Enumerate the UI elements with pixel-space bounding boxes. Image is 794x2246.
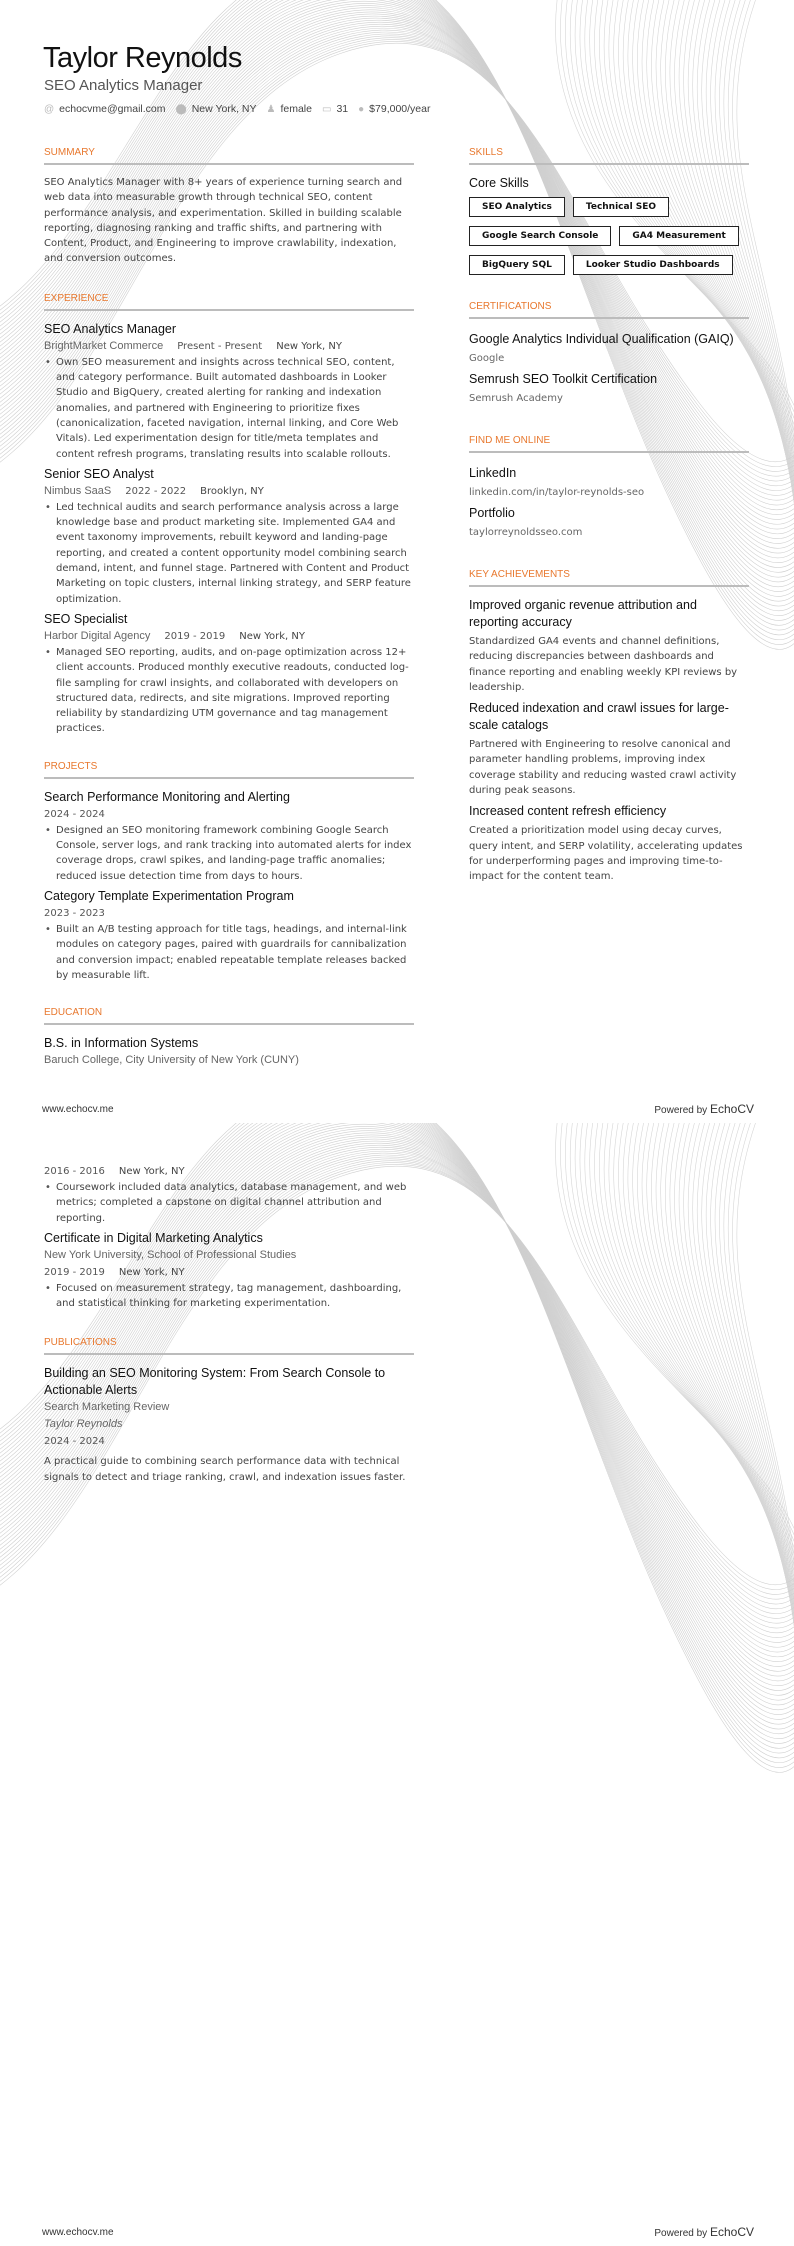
wave-line — [693, 1123, 794, 1775]
footer-site-link[interactable]: www.echocv.me — [42, 1104, 114, 1115]
wave-line — [661, 1123, 794, 1719]
bullet-item: • Designed an SEO monitoring framework combining Google Search Console, server logs, and rank tracking into automated alerts for index coverage drops, crawl spikes, and landing-page traffic anomalies; reduced issue detection time from days to hours. — [44, 823, 414, 884]
education-section — [44, 1007, 414, 1069]
wave-line — [609, 1123, 794, 1631]
bullet-item: • Managed SEO reporting, audits, and on-page optimization across 12+ client accounts. Produced monthly executive readouts, conducted log-file sampling for crawl insights, and collaborated with developers on structured data, redirects, and site migrations. Improved reporting reliability by standardizing UTM governance and tag management practices. — [44, 645, 414, 737]
section-heading: EXPERIENCE — [44, 293, 414, 311]
online-label: LinkedIn — [469, 466, 517, 480]
project-title: Category Template Experimentation Program — [44, 888, 294, 903]
wave-line — [724, 1123, 794, 1831]
section-heading: KEY ACHIEVEMENTS — [469, 569, 749, 587]
education-school: New York University, School of Professional Studies — [44, 1248, 297, 1261]
summary-text: SEO Analytics Manager with 8+ years of experience turning search and web data into measurable growth through technical SEO, content performance analysis, and experimentation. Skilled in building scalable reporting, diagnosing ranking and traffic shifts, and partnering with Content, Product, and Engineering to improve crawlability, indexation, and conversion outcomes. — [44, 177, 403, 265]
person-icon: ♟ — [266, 104, 276, 115]
wave-line — [684, 1123, 794, 1759]
certification-name: Google Analytics Individual Qualification (GAIQ) — [469, 332, 734, 346]
achievement-title: Increased content refresh efficiency — [469, 804, 667, 819]
education-dates: 2019 - 2019 — [44, 1266, 105, 1278]
job-dates: 2019 - 2019 — [164, 630, 226, 642]
job-location: New York, NY — [239, 630, 306, 642]
skill-tag: Google Search Console — [469, 226, 611, 246]
education-location: New York, NY — [118, 1266, 185, 1278]
bullet-list — [44, 922, 414, 983]
wave-line — [580, 1123, 794, 1583]
wave-line — [737, 1123, 794, 1855]
section-heading: PROJECTS — [44, 761, 414, 779]
education-degree: Certificate in Digital Marketing Analytics — [44, 1230, 263, 1245]
wave-line — [633, 1123, 794, 1671]
publication-title: Building an SEO Monitoring System: From Search Console to Actionable Alerts — [44, 1366, 386, 1398]
certification-issuer: Semrush Academy — [469, 393, 563, 404]
bullet-list — [44, 823, 414, 884]
achievement-title: Improved organic revenue attribution and reporting accuracy — [469, 598, 697, 629]
experience-section — [44, 293, 414, 737]
footer-powered-by[interactable]: Powered by EchoCV — [654, 2225, 754, 2239]
job-title: SEO Analytics Manager — [44, 321, 177, 336]
wave-line — [628, 1123, 794, 1663]
wave-line — [647, 1123, 794, 1695]
wave-line — [585, 1123, 794, 1591]
education-bullet: • Coursework included data analytics, database management, and web metrics; completed a capstone on digital channel attribution and reporting. — [44, 1180, 414, 1226]
wave-line — [733, 1123, 794, 1847]
publications-section — [44, 1337, 414, 1485]
summary-section — [44, 147, 414, 267]
education-degree: B.S. in Information Systems — [44, 1036, 199, 1051]
skill-tag: Technical SEO — [573, 197, 669, 217]
skill-tag: Looker Studio Dashboards — [573, 255, 733, 275]
achievement-text: Created a prioritization model using decay curves, query intent, and SERP volatility, accelerating updates for underperforming pages and improving time-to-impact for the content team. — [469, 825, 743, 883]
contact-gender: ♟ female — [266, 103, 312, 115]
job-location: New York, NY — [276, 340, 342, 352]
echocv-logo: EchoCV — [709, 2225, 754, 2239]
project-title: Search Performance Monitoring and Alerting — [44, 789, 290, 804]
wave-line — [706, 1123, 794, 1799]
right-column — [469, 147, 749, 911]
footer-site-link[interactable]: www.echocv.me — [42, 2227, 114, 2238]
skill-tag: BigQuery SQL — [469, 255, 565, 275]
at-icon: @ — [44, 104, 55, 115]
contact-info — [44, 103, 430, 115]
publication-dates: 2024 - 2024 — [44, 1436, 105, 1448]
wave-line — [556, 1123, 794, 1543]
company-name: Nimbus SaaS — [44, 484, 112, 497]
left-column — [44, 147, 414, 1095]
wave-line — [728, 1123, 794, 1839]
job-dates: 2022 - 2022 — [125, 485, 187, 497]
education-dates: 2016 - 2016 — [44, 1166, 105, 1177]
location-pin-icon: ⬤ — [175, 104, 187, 115]
skill-tag: GA4 Measurement — [619, 226, 738, 246]
experience-entry — [44, 466, 414, 607]
wave-line — [594, 1123, 794, 1607]
online-link[interactable]: linkedin.com/in/taylor-reynolds-seo — [469, 487, 645, 498]
contact-salary: ● $79,000/year — [358, 103, 431, 115]
bullet-list — [44, 645, 414, 737]
footer-powered-by[interactable]: Powered by EchoCV — [654, 1102, 754, 1116]
bullet-item: • Led technical audits and search performance analysis across a large knowledge base and product marketing site. Implemented GA4 and event taxonomy improvements, rebuilt keyword and landing-page reporting, and created a content opportunity model combining search demand, intent, and funnel stage. Partnered with Content and Product Marketing on topic clusters, internal linking strategy, and SERP feature optimization. — [44, 500, 414, 607]
wave-line — [614, 1123, 794, 1639]
company-name: BrightMarket Commerce — [44, 339, 164, 352]
wave-line — [575, 1123, 794, 1575]
section-heading: FIND ME ONLINE — [469, 435, 749, 453]
wave-line — [618, 1123, 794, 1647]
certifications-section — [469, 301, 749, 409]
job-dates: Present - Present — [177, 340, 263, 352]
wave-line — [599, 1123, 794, 1615]
wave-line — [560, 1123, 794, 1551]
job-title: Senior SEO Analyst — [44, 466, 154, 481]
wave-line — [674, 1123, 794, 1743]
education-bullet: • Focused on measurement strategy, tag management, dashboarding, and statistical thinking for marketing experimentation. — [44, 1281, 414, 1312]
section-heading: PUBLICATIONS — [44, 1337, 414, 1355]
skills-section — [469, 147, 749, 275]
project-meta — [44, 905, 414, 922]
section-heading: SUMMARY — [44, 147, 414, 165]
experience-entry — [44, 611, 414, 737]
wave-line — [570, 1123, 794, 1567]
projects-section — [44, 761, 414, 983]
wave-line — [715, 1123, 794, 1815]
skill-tag: SEO Analytics — [469, 197, 565, 217]
job-meta — [44, 628, 414, 645]
company-name: Harbor Digital Agency — [44, 629, 151, 642]
achievements-section — [469, 569, 749, 885]
achievement-text: Standardized GA4 events and channel definitions, reducing discrepancies between dashboards and finance reporting and enabling weekly KPI reviews by leadership. — [469, 636, 738, 693]
certification-name: Semrush SEO Toolkit Certification — [469, 372, 658, 386]
wave-line — [711, 1123, 794, 1807]
section-heading: CERTIFICATIONS — [469, 301, 749, 319]
candidate-title: SEO Analytics Manager — [44, 77, 203, 94]
wave-line — [688, 1123, 794, 1767]
job-meta — [44, 483, 414, 500]
skill-tags — [469, 197, 739, 275]
contact-location: ⬤ New York, NY — [175, 103, 257, 115]
contact-email[interactable]: @ echocvme@gmail.com — [44, 103, 166, 115]
job-location: Brooklyn, NY — [200, 485, 264, 497]
contact-age: ▭ 31 — [321, 103, 349, 115]
section-heading: SKILLS — [469, 147, 749, 165]
project-entry — [44, 888, 414, 983]
project-dates: 2023 - 2023 — [44, 907, 105, 919]
publication-description: A practical guide to combining search performance data with technical signals to detect and triage ranking, crawl, and indexation issues faster. — [44, 1456, 406, 1483]
wave-line — [565, 1123, 794, 1559]
wave-line — [590, 1123, 794, 1599]
certification-issuer: Google — [469, 353, 505, 364]
money-icon: ● — [358, 104, 365, 115]
skill-group-title: Core Skills — [469, 176, 529, 190]
wave-line — [670, 1123, 794, 1735]
left-column-continued — [44, 1163, 414, 1511]
bullet-list — [44, 500, 414, 607]
wave-line — [642, 1123, 794, 1687]
bullet-list — [44, 355, 414, 462]
bullet-item: • Built an A/B testing approach for title tags, headings, and internal-link modules on category pages, paired with guardrails for cannibalization and conversion impact; enabled repeatable template releases backed by measurable lift. — [44, 922, 414, 983]
online-section — [469, 435, 749, 543]
publication-author: Taylor Reynolds — [44, 1418, 123, 1431]
online-label: Portfolio — [469, 506, 515, 520]
publication-publisher: Search Marketing Review — [44, 1401, 170, 1414]
online-link[interactable]: taylorreynoldsseo.com — [469, 527, 583, 538]
job-title: SEO Specialist — [44, 611, 128, 626]
job-meta — [44, 338, 414, 355]
wave-line — [637, 1123, 794, 1679]
wave-line — [679, 1123, 794, 1751]
wave-line — [719, 1123, 794, 1823]
wave-line — [702, 1123, 794, 1791]
section-heading: EDUCATION — [44, 1007, 414, 1025]
education-school: Baruch College, City University of New York (CUNY) — [44, 1054, 299, 1067]
wave-line — [697, 1123, 794, 1783]
calendar-icon: ▭ — [321, 104, 332, 115]
bullet-item: • Own SEO measurement and insights across technical SEO, content, and category performance. Built automated dashboards in Looker Studio and BigQuery, created alerting for ranking and indexation anomalies, and partnered with Engineering to prioritize fixes (canonicalization, faceted navigation, internal linking, and Core Web Vitals). Led experimentation design for title/meta templates and content refresh programs, translating results into scalable rollouts. — [44, 355, 414, 462]
echocv-logo: EchoCV — [709, 1102, 754, 1116]
resume-page-2 — [0, 1123, 794, 2246]
education-location: New York, NY — [118, 1166, 185, 1177]
wave-line — [651, 1123, 794, 1703]
candidate-name: Taylor Reynolds — [43, 42, 242, 74]
education-continued — [44, 1163, 414, 1311]
project-entry — [44, 789, 414, 884]
wave-line — [604, 1123, 794, 1623]
project-meta — [44, 806, 414, 823]
project-dates: 2024 - 2024 — [44, 808, 105, 820]
achievement-text: Partnered with Engineering to resolve canonical and parameter handling problems, improving index coverage stability and reducing wasted crawl activity during peak seasons. — [469, 739, 737, 797]
wave-line — [656, 1123, 794, 1711]
achievement-title: Reduced indexation and crawl issues for large-scale catalogs — [469, 701, 729, 733]
wave-line — [665, 1123, 794, 1727]
experience-entry — [44, 321, 414, 462]
wave-line — [623, 1123, 794, 1655]
